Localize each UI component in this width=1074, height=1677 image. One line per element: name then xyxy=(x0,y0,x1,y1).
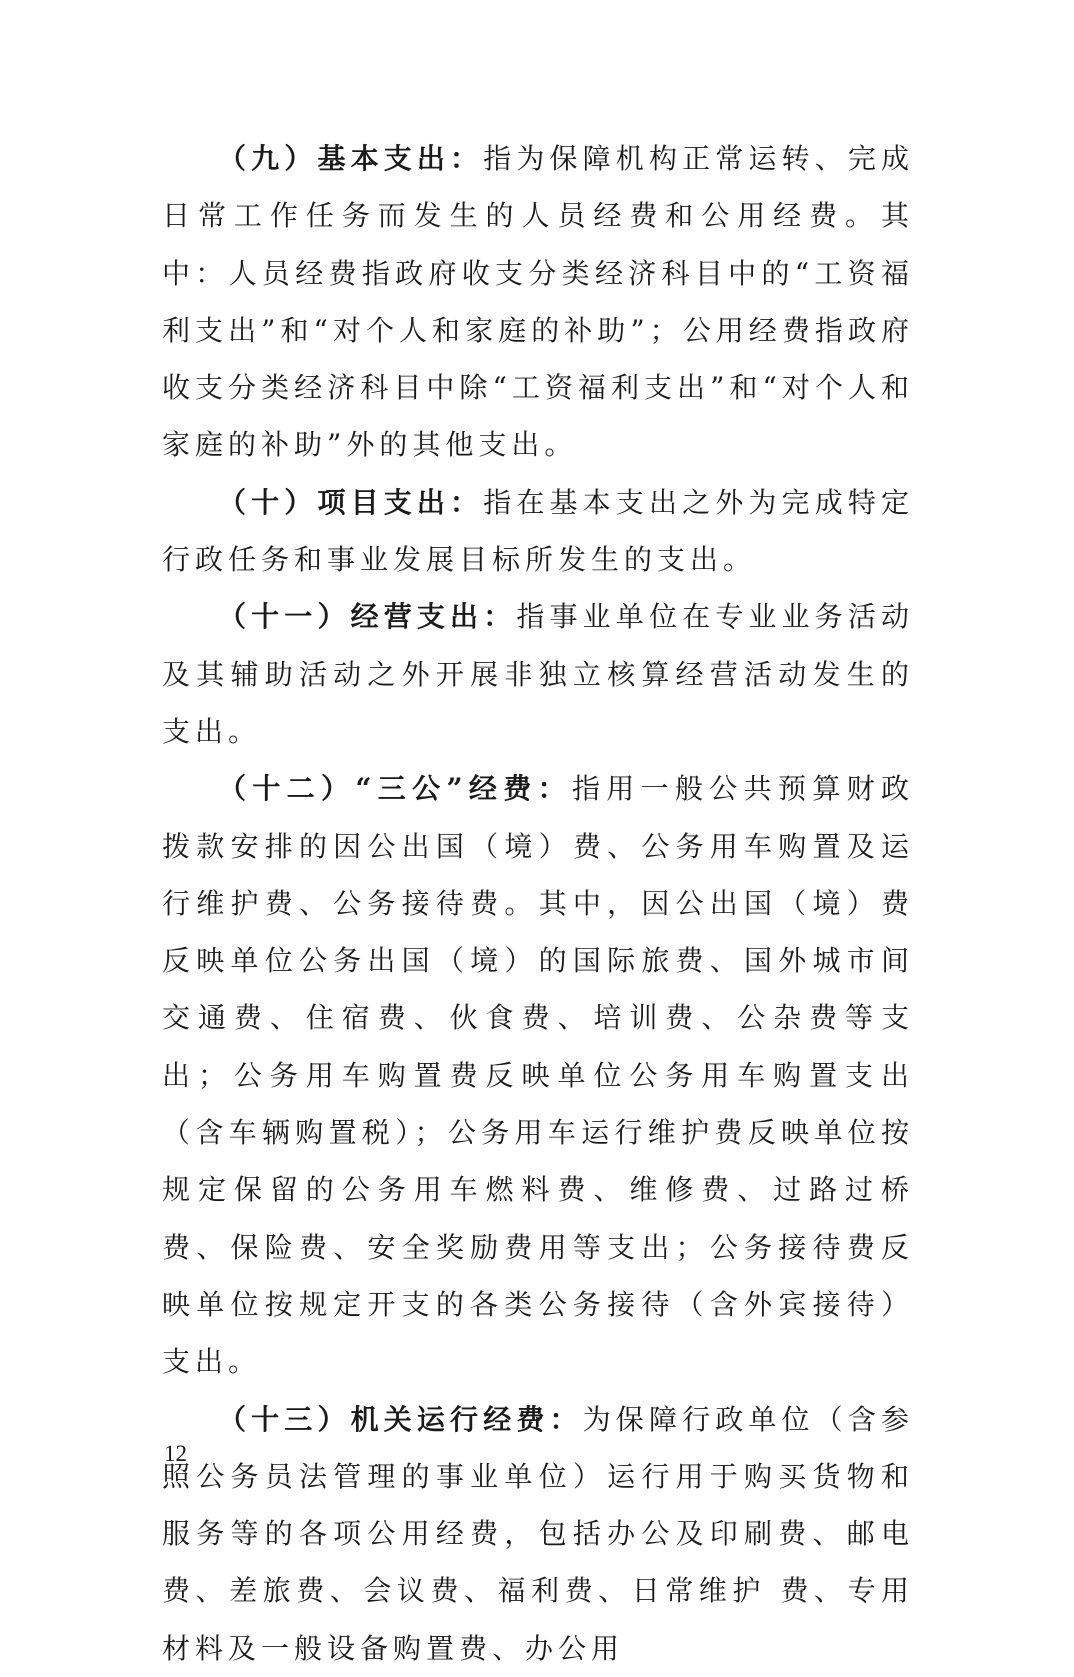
term-three-public-expenses: （十二）“三公”经费： xyxy=(218,772,572,806)
definition-three-public-expenses: 指用一般公共预算财政拨款安排的因公出国（境）费、公务用车购置及运行维护费、公务接待费。其中，因公出国（境）费反映单位公务出国（境）的国际旅费、国外城市间交通费、住宿费、伙食费、培训费、公杂费等支出；公务用车购置费反映单位公务用车购置支出（含车辆购置税）；公务用车运行维护费反映单位按规定保留的公务用车燃料费、维修费、过路过桥费、保险费、安全奖励费用等支出；公务接待费反映单位按规定开支的各类公务接待（含外宾接待）支出。 xyxy=(162,772,914,1379)
term-basic-expenditure: （九）基本支出： xyxy=(218,142,484,175)
paragraph-operating-expenditure xyxy=(162,588,914,760)
paragraph-project-expenditure xyxy=(162,474,914,589)
term-agency-operating-costs: （十三）机关运行经费： xyxy=(218,1402,583,1436)
paragraph-three-public-expenses xyxy=(162,760,914,1390)
paragraph-agency-operating-costs xyxy=(162,1391,914,1677)
definition-operating-expenditure: 指事业单位在专业业务活动及其辅助活动之外开展非独立核算经营活动发生的支出。 xyxy=(162,600,914,748)
term-project-expenditure: （十）项目支出： xyxy=(218,485,484,519)
document-body xyxy=(162,130,914,1677)
definition-agency-operating-costs: 为保障行政单位（含参照公务员法管理的事业单位）运行用于购买货物和服务等的各项公用经费，包括办公及印刷费、邮电费、差旅费、会议费、福利费、日常维护 费、专用材料及一般设备购置费、办公用 xyxy=(162,1402,914,1665)
paragraph-basic-expenditure xyxy=(162,130,914,474)
page-number: 12 xyxy=(164,1441,187,1466)
definition-basic-expenditure: 指为保障机构正常运转、完成日常工作任务而发生的人员经费和公用经费。其中：人员经费指政府收支分类经济科目中的“工资福利支出”和“对个人和家庭的补助”；公用经费指政府收支分类经济科目中除“工资福利支出”和“对个人和家庭的补助”外的其他支出。 xyxy=(162,142,914,462)
definition-project-expenditure: 指在基本支出之外为完成特定行政任务和事业发展目标所发生的支出。 xyxy=(162,485,914,577)
term-operating-expenditure: （十一）经营支出： xyxy=(218,600,517,634)
